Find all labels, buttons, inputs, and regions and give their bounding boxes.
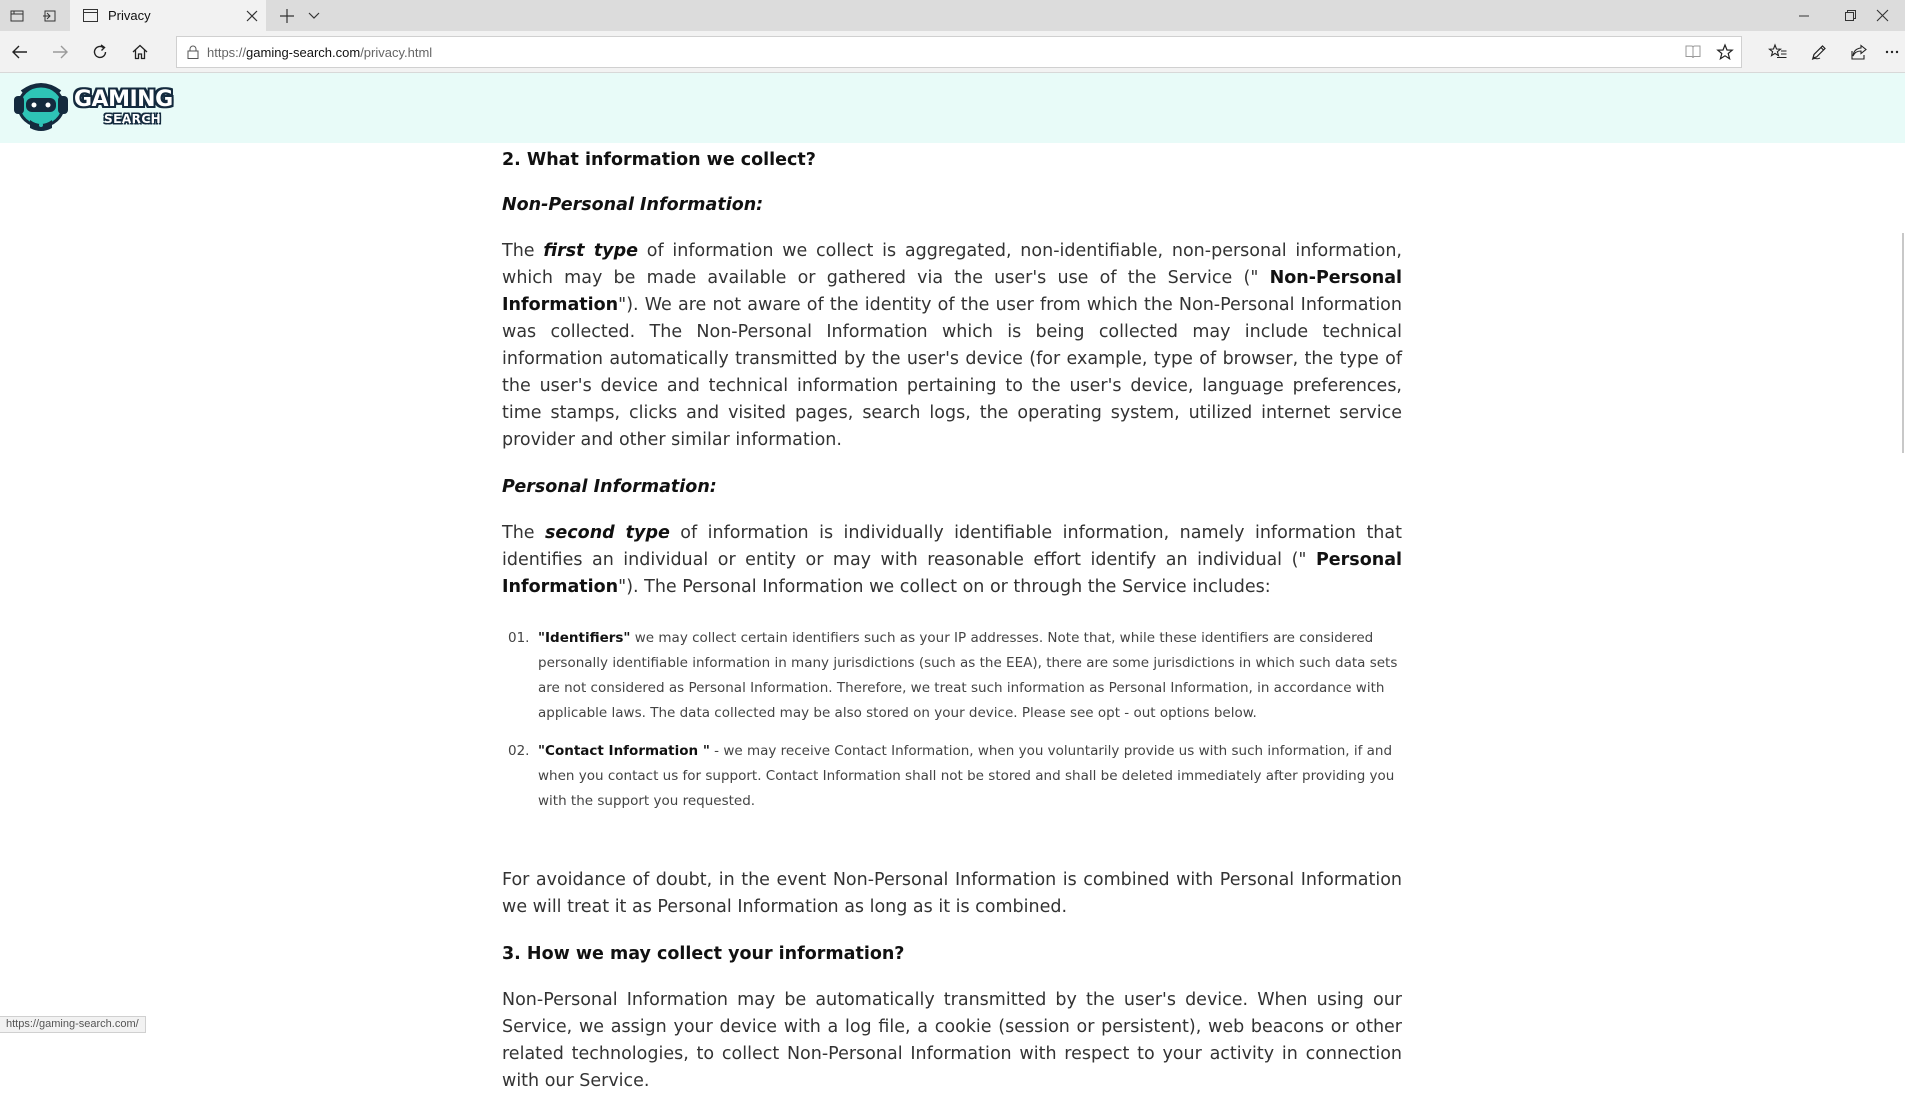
chevron-down-icon [308,12,320,20]
bold-text: Personal Information [502,550,1402,597]
emphasis-text: first type [543,241,638,261]
share-button[interactable] [1843,37,1875,67]
close-icon [247,11,257,21]
arrow-right-icon [52,45,68,59]
reading-view-icon [1685,45,1701,59]
tab-title: Privacy [108,8,151,23]
tab-actions-icon [10,10,24,22]
avoidance-paragraph: For avoidance of doubt, in the event Non-Personal Information is combined with Personal Information we will treat it as Personal Information as long as it is combined. [502,870,1402,917]
gaming-search-logo[interactable] [12,79,182,137]
non-personal-info-paragraph [502,238,1402,454]
arrow-left-icon [12,45,28,59]
refresh-button[interactable] [84,37,116,67]
browser-nav-bar [0,31,1905,73]
close-icon [1877,10,1888,21]
star-icon [1717,44,1733,60]
personal-info-list [502,626,1402,814]
text-run: The [502,523,546,543]
set-tabs-aside-button[interactable] [32,0,66,31]
logo-line-search: SEARCH [104,112,162,126]
home-button[interactable] [124,37,156,67]
url-host: gaming-search.com [246,44,361,60]
new-tab-button[interactable] [270,0,304,31]
web-note-button[interactable] [1803,37,1835,67]
share-icon [1851,44,1867,60]
logo-line-gaming: GAMING [74,87,173,112]
text-run: The [502,241,544,261]
restore-icon [1845,10,1856,21]
back-button[interactable] [4,37,36,67]
tab-privacy[interactable] [70,0,266,31]
status-bar-url: https://gaming-search.com/ [0,1016,146,1033]
scrollbar-thumb[interactable] [1902,233,1904,453]
close-window-button[interactable] [1859,0,1905,31]
list-description: - we may receive Contact Information, when you voluntarily provide us with such information, if and when you contact us for support. Contact Information shall not be stored and shall be deleted immediately after providing you with the support you requested. [538,743,1395,809]
list-item-text [538,739,1402,814]
tab-list-button[interactable] [304,0,324,31]
text-run: of information we collect is aggregated, non-identifiable, non-personal information, which may be made available or gathered via the user's use of the Service (" [502,241,1402,288]
plus-icon [280,9,294,23]
emphasis-text: second type [545,523,670,543]
list-item [508,626,1402,726]
privacy-content [502,143,1402,1095]
page-icon [82,9,98,23]
list-number: 01. [508,630,530,646]
favorites-hub-button[interactable] [1762,37,1794,67]
url-scheme: https:// [207,44,247,60]
list-description: we may collect certain identifiers such as your IP addresses. Note that, while these identifiers are considered personally identifiable information in many jurisdictions (such as the EEA), there are some jurisdictions in which such data sets are not considered as Personal Information. Therefore, we treat such information as Personal Information, in accordance with applicable laws. The data collected may be also stored on your device. Please see opt - out options below. [538,630,1398,721]
bold-text: Non-Personal Information [502,268,1402,315]
tab-actions-button[interactable] [0,0,34,31]
personal-info-title: Personal Information: [502,477,717,497]
url-text[interactable] [207,45,1677,60]
lock-icon[interactable] [185,44,201,60]
text-run: "). The Personal Information we collect on or through the Service includes: [618,577,1271,597]
site-header [0,73,1905,143]
list-item [508,739,1402,814]
favorites-list-icon [1769,44,1787,60]
tab-close-button[interactable] [238,0,266,31]
text-run: of information is individually identifiable information, namely information that identifies an individual or entity or may with reasonable effort identify an individual (" [502,523,1402,570]
pen-icon [1811,44,1827,60]
favorite-button[interactable] [1709,37,1741,67]
minimize-button[interactable] [1781,0,1827,31]
refresh-icon [92,44,108,60]
list-number: 02. [508,743,530,759]
tabs-aside-icon [42,10,56,22]
list-term: "Contact Information " [538,743,710,759]
list-item-text [538,626,1402,726]
settings-more-button[interactable] [1880,37,1904,67]
address-bar[interactable] [176,36,1742,68]
spacer [502,827,1402,867]
reading-view-button[interactable] [1677,37,1709,67]
more-dots-icon [1885,50,1899,54]
url-path: /privacy.html [360,44,433,60]
browser-tab-strip [0,0,1905,31]
personal-info-paragraph [502,520,1402,601]
section-2-heading: 2. What information we collect? [502,150,816,170]
home-icon [132,44,148,60]
logo-wordmark [74,85,182,131]
forward-button[interactable] [44,37,76,67]
section-3-paragraph: Non-Personal Information may be automatically transmitted by the user's device. When using our Service, we assign your device with a log file, a cookie (session or persistent), web beacons or other related technologies, to collect Non-Personal Information with respect to your activity in connection with our Service. [502,990,1402,1091]
text-run: "). We are not aware of the identity of the user from which the Non-Personal Information was collected. The Non-Personal Information which is being collected may include technical information automatically transmitted by the user's device (for example, type of browser, the type of the user's device and technical information pertaining to the user's device, language preferences, time stamps, clicks and visited pages, search logs, the operating system, utilized internet service provider and other similar information. [502,295,1402,450]
list-term: "Identifiers" [538,630,631,646]
section-3-heading: 3. How we may collect your information? [502,944,905,964]
minimize-icon [1799,11,1809,21]
gamer-mascot-icon [12,82,70,134]
non-personal-info-title: Non-Personal Information: [502,195,764,215]
